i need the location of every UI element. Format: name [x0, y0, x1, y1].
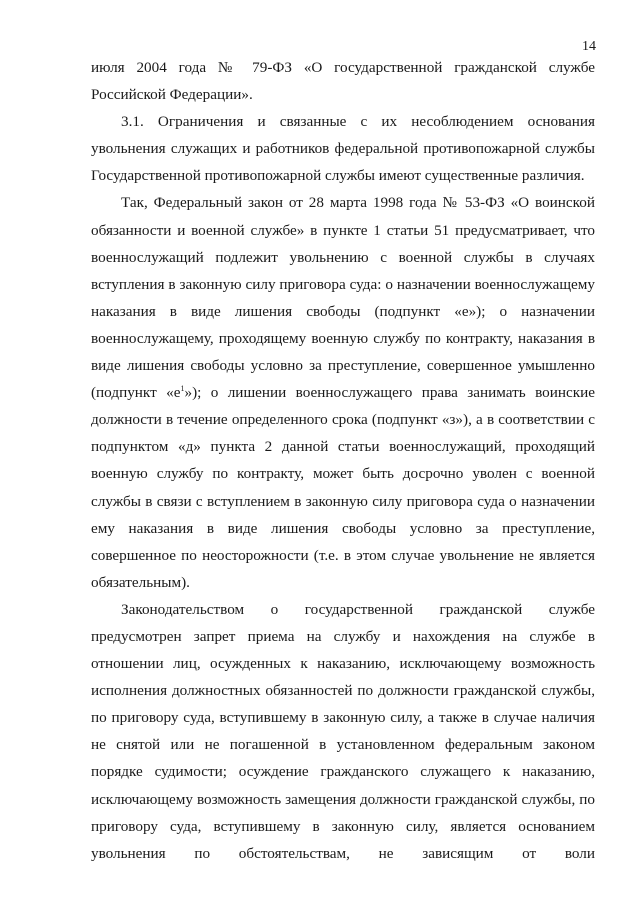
- page-number: 14: [582, 39, 596, 54]
- paragraph-section-3-1: 3.1. Ограничения и связанные с их несоблюдением основания увольнения служащих и работников федеральной противопожарной службы Государственной противопожарной службы имеют существенные различия.: [91, 113, 595, 185]
- paragraph-text-before-superscript: Так, Федеральный закон от 28 марта 1998 года № 53-ФЗ «О воинской обязанности и военной службе» в пункте 1 статьи 51 предусматривает, что военнослужащий подлежит увольнению с военной службы в случаях вступления в законную силу приговора суда: о назначении военнослужащему наказания в виде лишения свободы (подпункт «е»); о назначении военнослужащему, проходящему военную службу по контракту, наказания в виде лишения свободы условно за преступление, совершенное умышленно (подпункт «е: [91, 194, 595, 402]
- superscript-footnote-marker: 1: [180, 384, 185, 394]
- paragraph-military-law: [91, 189, 595, 595]
- paragraph-text-after-superscript: »); о лишении военнослужащего права занимать воинские должности в течение определенного срока (подпункт «з»), а в соответствии с подпунктом «д» пункта 2 данной статьи военнослужащий, проходящий военную службу по контракту, может быть досрочно уволен с военной службы в связи с вступлением в законную силу приговора суда о назначении ему наказания в виде лишения свободы условно за преступление, совершенное по неосторожности (т.е. в этом случае увольнение не является обязательным).: [91, 384, 595, 591]
- document-body: [91, 54, 595, 867]
- paragraph-continuation: июля 2004 года № 79-ФЗ «О государственной гражданской службе Российской Федерации».: [91, 59, 595, 104]
- paragraph-civil-service-law: Законодательством о государственной гражданской службе предусмотрен запрет приема на службу и нахождения на службе в отношении лиц, осужденных к наказанию, исключающему возможность исполнения должностных обязанностей по должности гражданской службы, по приговору суда, вступившему в законную силу, а также в случае наличия не снятой или не погашенной в установленном федеральным законом порядке судимости; осуждение гражданского служащего к наказанию, исключающему возможность замещения должности гражданской службы, по приговору суда, вступившему в законную силу, является основанием увольнения по обстоятельствам, не зависящим от воли: [91, 600, 595, 862]
